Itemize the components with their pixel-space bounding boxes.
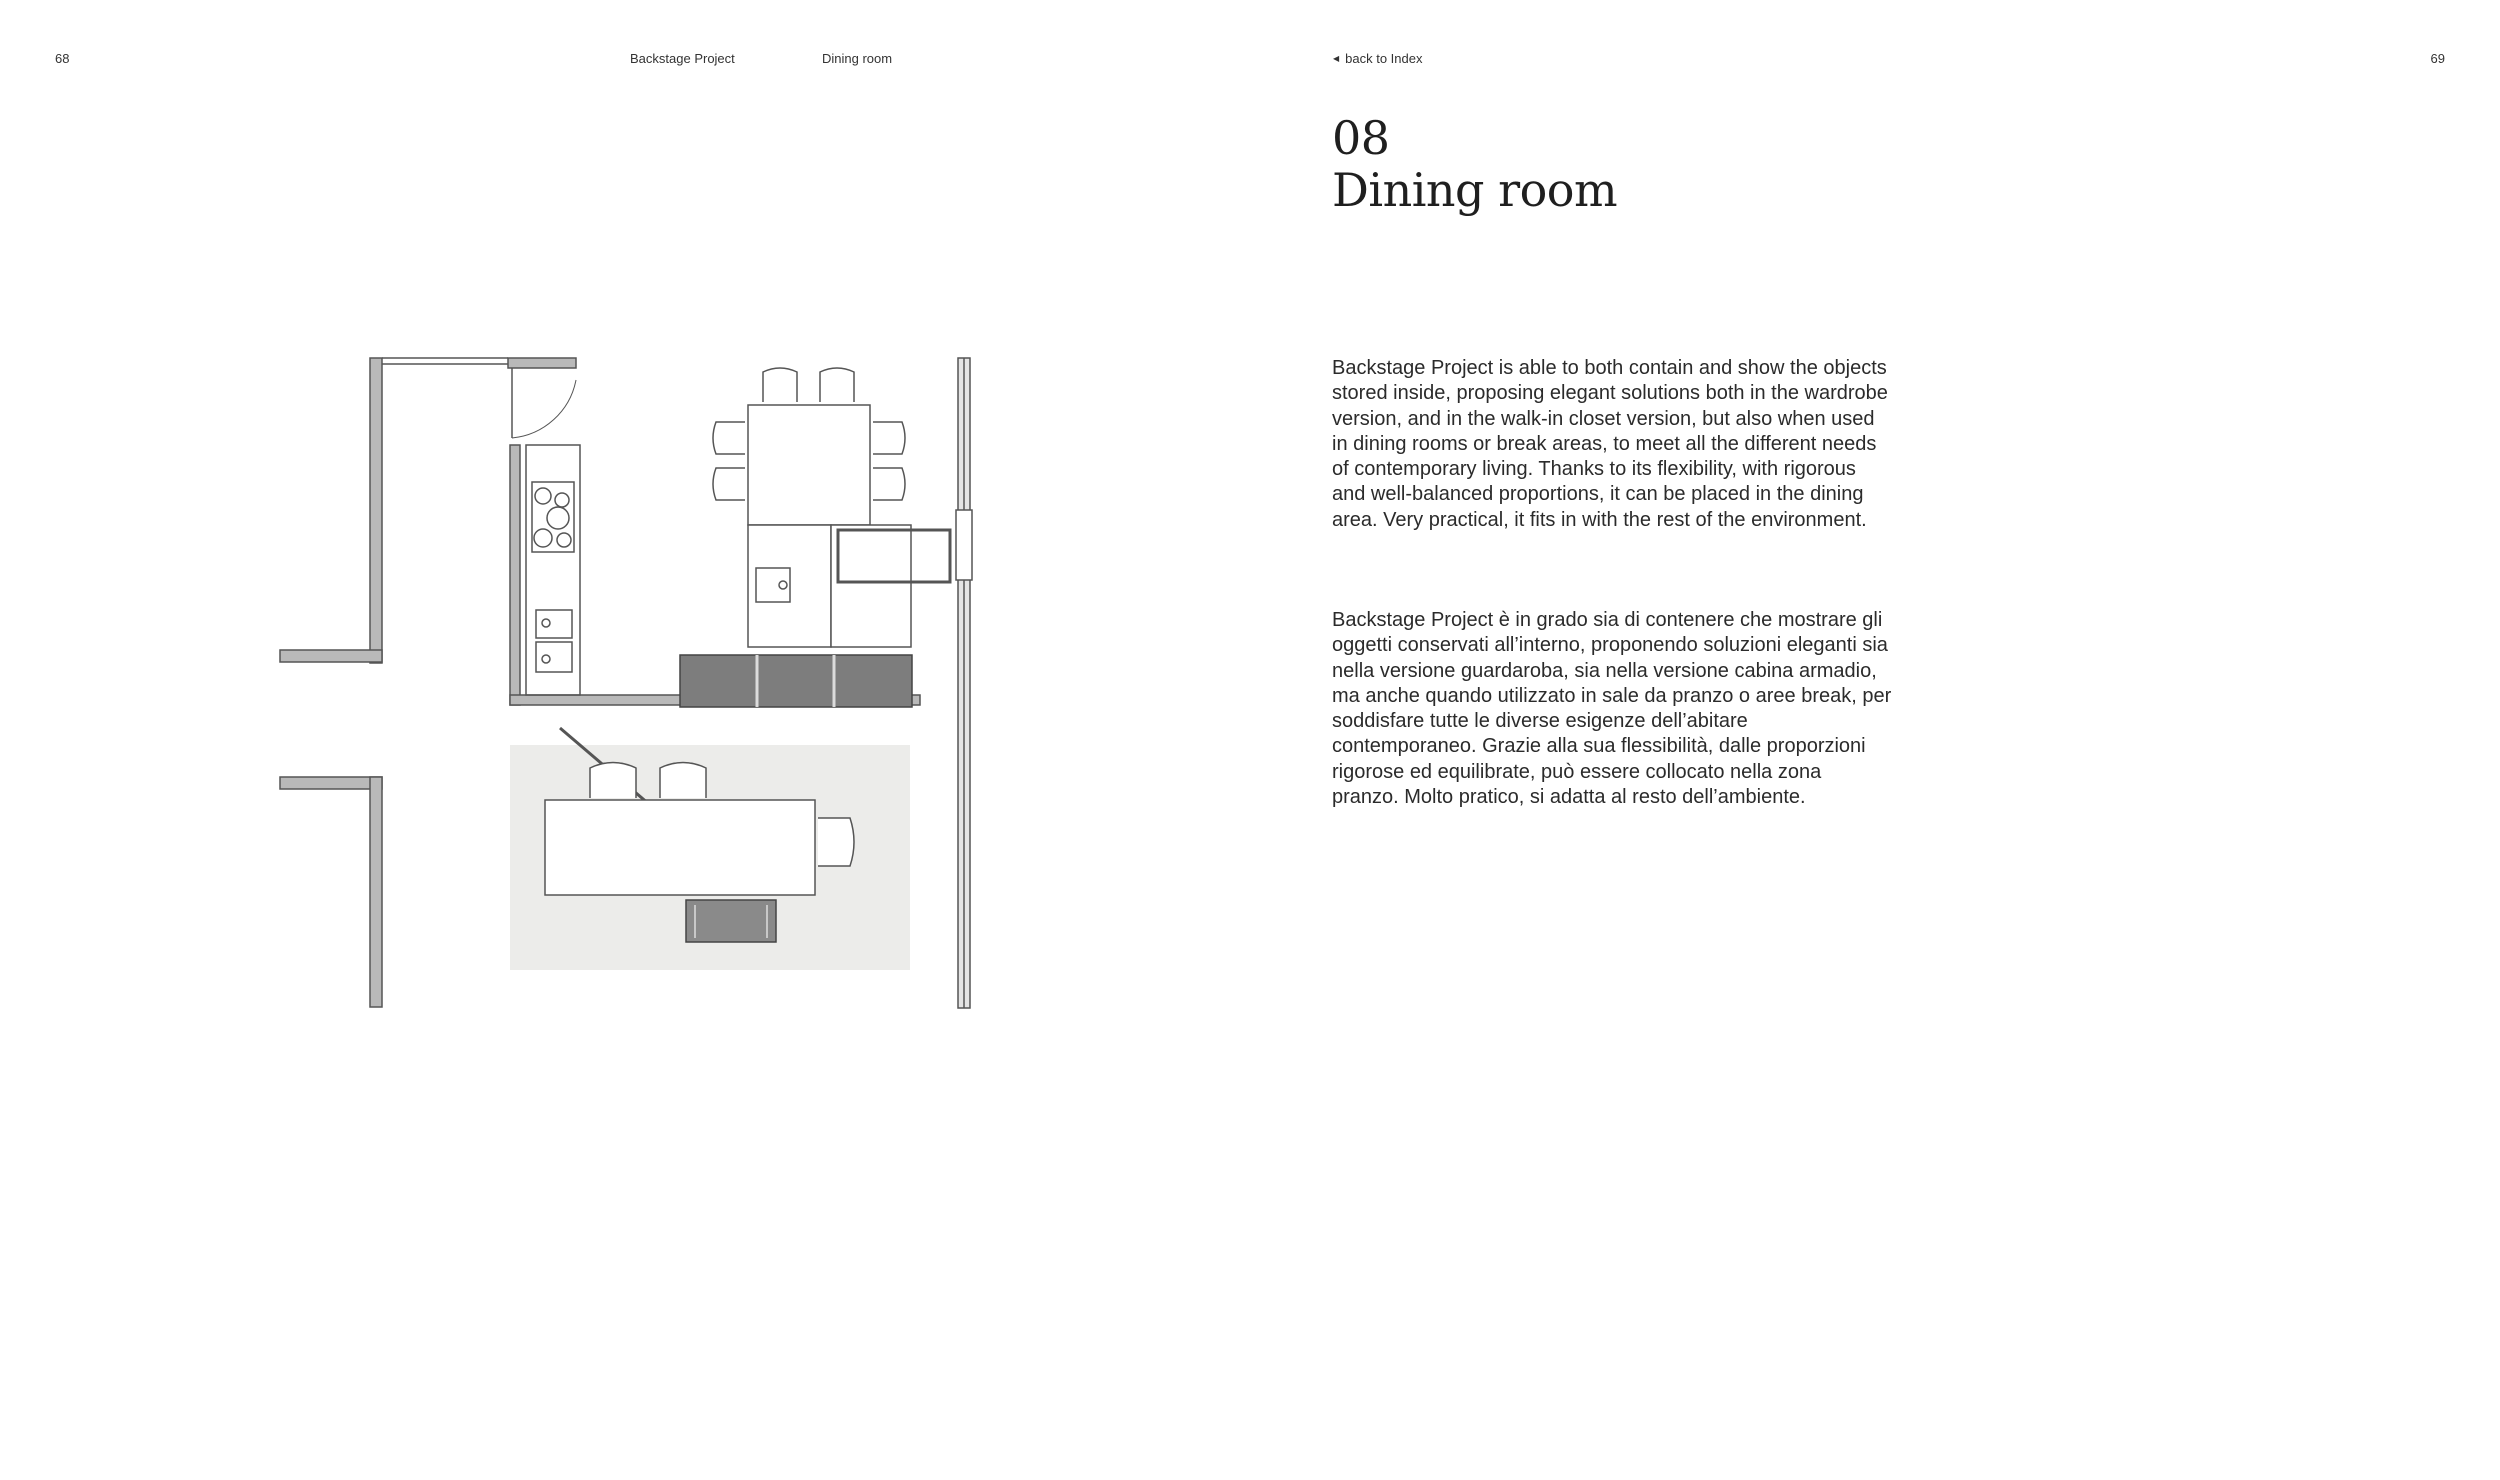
kitchen-sink [536, 610, 572, 672]
back-to-index-label: back to Index [1345, 51, 1423, 66]
back-arrow-icon: ◀ [1333, 53, 1340, 63]
left-wall [280, 358, 508, 1007]
page-title [1332, 112, 1617, 216]
body-text-italian: Backstage Project è in grado sia di contenere che mostrare gli oggetti conservati all’interno, proponendo soluzioni eleganti sia nella versione guardaroba, sia nella versione cabina armadio, ma anche quando utilizzato in sale da pranzo o aree break, per soddisfare tutte le diverse esigenze dell’abitare contemporaneo. Grazie alla sua flessibilità, dalle proporzioni rigorose ed equilibrate, può essere collocato nella zona pranzo. Molto pratico, si adatta al resto dell’ambiente. [1332, 609, 1892, 809]
backstage-cabinet [680, 655, 912, 707]
running-header-section: Dining room [822, 51, 893, 66]
section-number: 08 [1332, 111, 1390, 165]
page-number-left: 68 [55, 51, 70, 66]
dining-room-floor-plan [270, 350, 990, 1010]
section-title: Dining room [1332, 163, 1618, 217]
right-window-wall [956, 358, 972, 1008]
body-text-english: Backstage Project is able to both contain and show the objects stored inside, proposing elegant solutions both in the wardrobe version, and in the walk-in closet version, but also when used in dining rooms or break areas, to meet all the different needs of contemporary living. Thanks to its flexibility, with rigorous and well-balanced proportions, it can be placed in the dining area. Very practical, it fits in with the rest of the environment. [1332, 357, 1888, 531]
cooktop [532, 482, 574, 552]
dining-table-top [713, 368, 905, 525]
running-header-project: Backstage Project [630, 51, 735, 66]
kitchen-island [748, 525, 950, 647]
page-number-right: 69 [2430, 51, 2445, 66]
bench [686, 900, 776, 942]
door-swing [508, 358, 576, 438]
back-to-index-link[interactable] [1333, 51, 1422, 66]
